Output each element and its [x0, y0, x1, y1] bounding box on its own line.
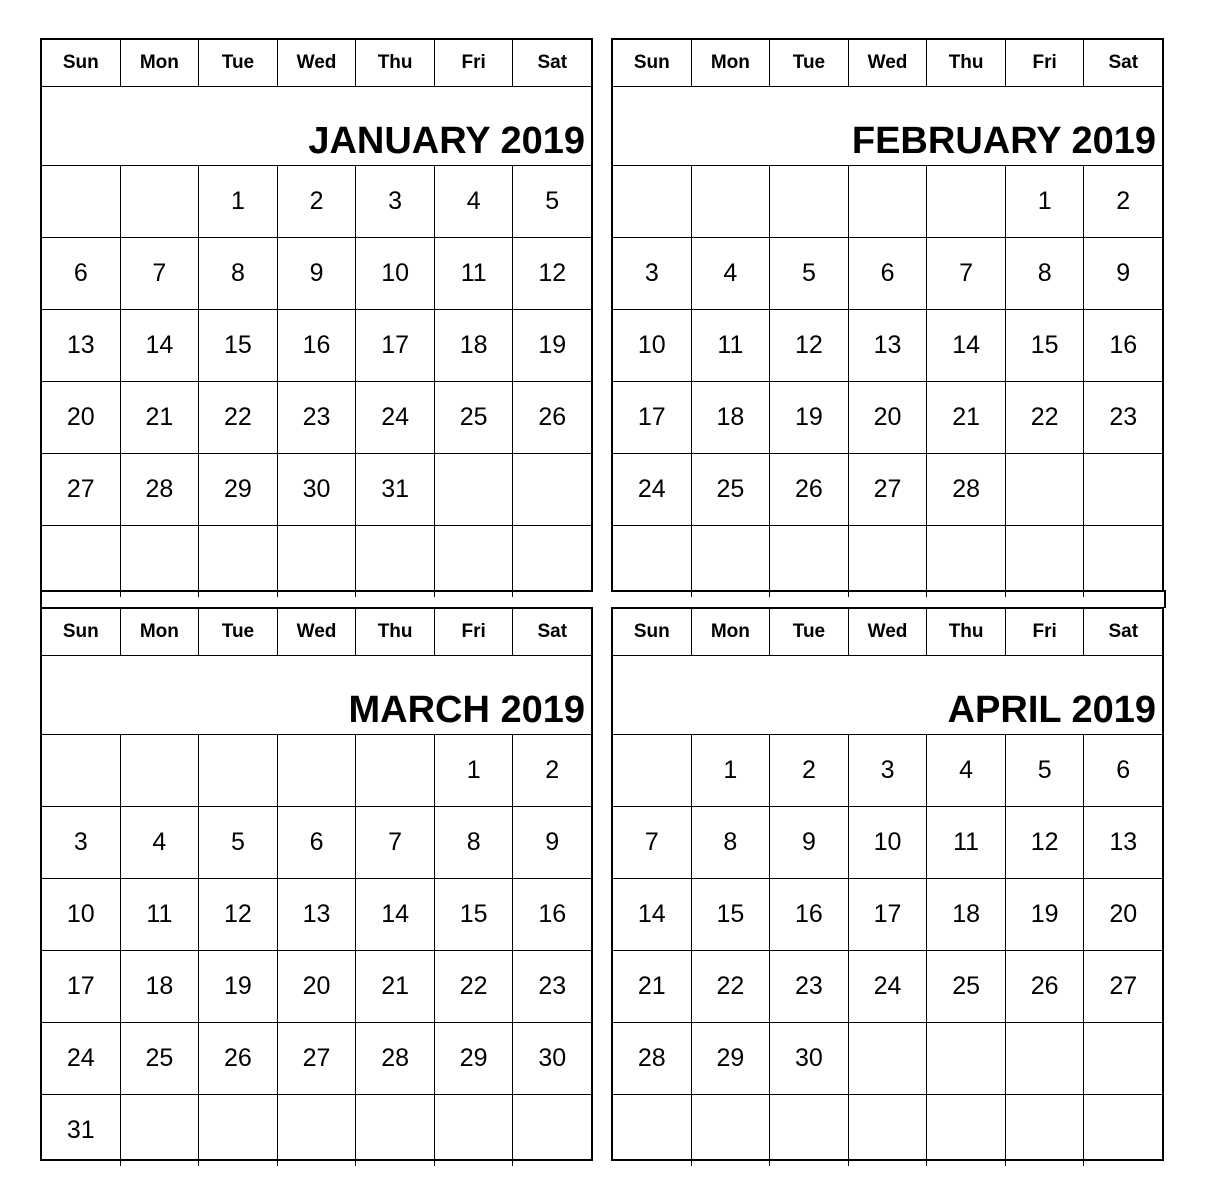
day-cell: 5 [770, 238, 849, 309]
month-march [40, 607, 593, 1161]
day-cell: 20 [849, 382, 928, 453]
day-cell: 25 [692, 454, 771, 525]
day-cell: 7 [927, 238, 1006, 309]
week-row [613, 1095, 1162, 1166]
day-cell: 15 [435, 879, 514, 950]
day-cell: 3 [42, 807, 121, 878]
weekday-fri: Fri [1006, 40, 1085, 86]
week-row [613, 382, 1162, 454]
week-row [613, 526, 1162, 597]
weekday-sun: Sun [42, 609, 121, 655]
day-cell: 14 [927, 310, 1006, 381]
day-cell: 19 [199, 951, 278, 1022]
day-cell: 1 [1006, 166, 1085, 237]
day-cell [278, 735, 357, 806]
day-cell: 27 [42, 454, 121, 525]
day-cell [1006, 526, 1085, 597]
day-cell: 7 [356, 807, 435, 878]
day-cell: 22 [435, 951, 514, 1022]
day-cell: 24 [356, 382, 435, 453]
day-cell [278, 1095, 357, 1166]
day-cell: 18 [435, 310, 514, 381]
month-title: FEBRUARY 2019 [613, 87, 1162, 166]
day-cell: 28 [613, 1023, 692, 1094]
day-cell [121, 1095, 200, 1166]
weekday-header [42, 40, 591, 87]
week-row [613, 879, 1162, 951]
day-cell: 12 [199, 879, 278, 950]
day-cell [356, 526, 435, 597]
day-cell [1006, 1095, 1085, 1166]
day-cell: 27 [278, 1023, 357, 1094]
week-row [42, 1023, 591, 1095]
day-cell [513, 454, 591, 525]
day-cell: 9 [278, 238, 357, 309]
day-cell: 6 [278, 807, 357, 878]
day-cell: 26 [538, 403, 567, 431]
day-cell [927, 1023, 1006, 1094]
weekday-tue: Tue [770, 609, 849, 655]
week-row [613, 807, 1162, 879]
day-cell [42, 735, 121, 806]
day-cell [1084, 1095, 1162, 1166]
day-cell [435, 526, 514, 597]
week-row [42, 454, 591, 526]
day-cell: 2 [770, 735, 849, 806]
day-cell [927, 1095, 1006, 1166]
day-cell [770, 166, 849, 237]
day-cell: 8 [692, 807, 771, 878]
weekday-mon: Mon [692, 40, 771, 86]
day-cell [1084, 1023, 1162, 1094]
day-cell [199, 1095, 278, 1166]
weekday-sat: Sat [1108, 621, 1139, 642]
day-grid [613, 166, 1162, 597]
day-cell: 28 [356, 1023, 435, 1094]
day-cell: 16 [1109, 331, 1138, 359]
weekday-sat: Sat [537, 621, 568, 642]
weekday-tue: Tue [199, 609, 278, 655]
week-row [613, 166, 1162, 238]
weekday-fri: Fri [435, 40, 514, 86]
day-cell [613, 735, 692, 806]
day-cell: 17 [849, 879, 928, 950]
day-cell: 30 [538, 1044, 567, 1072]
day-cell: 15 [199, 310, 278, 381]
day-cell: 23 [1109, 403, 1138, 431]
week-row [613, 454, 1162, 526]
week-row [42, 382, 591, 454]
day-cell: 16 [278, 310, 357, 381]
day-cell [121, 526, 200, 597]
day-cell: 14 [121, 310, 200, 381]
day-grid [42, 735, 591, 1166]
day-cell: 1 [199, 166, 278, 237]
week-row [42, 735, 591, 807]
weekday-sun: Sun [613, 40, 692, 86]
day-cell: 28 [927, 454, 1006, 525]
week-row [42, 879, 591, 951]
day-cell: 25 [435, 382, 514, 453]
weekday-header [42, 609, 591, 656]
weekday-header [613, 609, 1162, 656]
day-cell: 5 [1006, 735, 1085, 806]
week-row [613, 951, 1162, 1023]
weekday-wed: Wed [849, 609, 928, 655]
day-cell: 21 [121, 382, 200, 453]
day-cell: 10 [42, 879, 121, 950]
weekday-mon: Mon [692, 609, 771, 655]
day-cell [1006, 1023, 1085, 1094]
day-cell [692, 1095, 771, 1166]
day-cell: 22 [199, 382, 278, 453]
week-row [42, 807, 591, 879]
day-cell: 18 [927, 879, 1006, 950]
week-row [613, 1023, 1162, 1095]
day-cell: 4 [692, 238, 771, 309]
day-cell [692, 526, 771, 597]
day-cell: 9 [1116, 259, 1131, 287]
day-cell: 13 [42, 310, 121, 381]
weekday-thu: Thu [927, 609, 1006, 655]
day-cell: 9 [545, 828, 560, 856]
day-cell: 5 [199, 807, 278, 878]
day-cell: 4 [435, 166, 514, 237]
month-title: APRIL 2019 [613, 656, 1162, 735]
day-cell: 11 [435, 238, 514, 309]
day-cell [849, 1095, 928, 1166]
day-cell [121, 166, 200, 237]
weekday-thu: Thu [356, 609, 435, 655]
day-cell: 15 [1006, 310, 1085, 381]
weekday-mon: Mon [121, 40, 200, 86]
day-cell [42, 526, 121, 597]
day-cell: 6 [42, 238, 121, 309]
week-row [42, 310, 591, 382]
day-cell: 21 [927, 382, 1006, 453]
day-cell: 13 [849, 310, 928, 381]
day-cell: 20 [278, 951, 357, 1022]
day-cell: 6 [849, 238, 928, 309]
day-cell [356, 1095, 435, 1166]
day-cell: 12 [538, 259, 567, 287]
day-cell: 22 [692, 951, 771, 1022]
day-cell: 4 [927, 735, 1006, 806]
weekday-sun: Sun [42, 40, 121, 86]
day-cell: 16 [538, 900, 567, 928]
day-cell: 4 [121, 807, 200, 878]
day-cell: 11 [927, 807, 1006, 878]
month-april [611, 607, 1164, 1161]
day-cell [613, 166, 692, 237]
day-cell [435, 1095, 514, 1166]
day-cell: 6 [1116, 756, 1131, 784]
day-cell: 20 [42, 382, 121, 453]
day-cell: 3 [849, 735, 928, 806]
week-row [42, 166, 591, 238]
day-cell [849, 526, 928, 597]
month-title: JANUARY 2019 [42, 87, 591, 166]
day-cell: 31 [356, 454, 435, 525]
day-cell: 18 [121, 951, 200, 1022]
day-cell [849, 166, 928, 237]
weekday-sun: Sun [613, 609, 692, 655]
day-cell: 9 [770, 807, 849, 878]
week-row [613, 238, 1162, 310]
day-cell: 17 [356, 310, 435, 381]
day-cell [770, 526, 849, 597]
day-cell: 25 [121, 1023, 200, 1094]
day-cell: 29 [692, 1023, 771, 1094]
day-grid [613, 735, 1162, 1166]
weekday-sat: Sat [1108, 52, 1139, 73]
week-row [42, 526, 591, 597]
day-cell: 30 [278, 454, 357, 525]
day-cell: 19 [770, 382, 849, 453]
day-cell [849, 1023, 928, 1094]
day-cell: 23 [278, 382, 357, 453]
day-cell: 30 [770, 1023, 849, 1094]
day-cell: 28 [121, 454, 200, 525]
day-cell: 12 [770, 310, 849, 381]
day-cell: 11 [121, 879, 200, 950]
day-cell [1084, 454, 1162, 525]
day-cell [1084, 526, 1162, 597]
day-cell: 24 [613, 454, 692, 525]
day-cell [199, 735, 278, 806]
week-row [42, 1095, 591, 1166]
day-cell: 2 [278, 166, 357, 237]
week-row [42, 238, 591, 310]
month-title: MARCH 2019 [42, 656, 591, 735]
day-cell: 18 [692, 382, 771, 453]
day-cell: 8 [435, 807, 514, 878]
day-cell: 15 [692, 879, 771, 950]
day-cell [1006, 454, 1085, 525]
day-cell: 10 [356, 238, 435, 309]
day-cell: 5 [545, 187, 560, 215]
day-cell: 26 [1006, 951, 1085, 1022]
weekday-wed: Wed [849, 40, 928, 86]
day-cell [613, 1095, 692, 1166]
day-cell: 27 [1109, 972, 1138, 1000]
day-cell: 16 [770, 879, 849, 950]
day-cell: 24 [849, 951, 928, 1022]
day-cell [770, 1095, 849, 1166]
weekday-wed: Wed [278, 40, 357, 86]
day-cell: 20 [1109, 900, 1138, 928]
day-cell: 29 [199, 454, 278, 525]
weekday-tue: Tue [770, 40, 849, 86]
day-cell: 24 [42, 1023, 121, 1094]
day-cell: 14 [356, 879, 435, 950]
day-cell: 21 [356, 951, 435, 1022]
day-cell [613, 526, 692, 597]
weekday-thu: Thu [356, 40, 435, 86]
week-row [613, 735, 1162, 807]
day-cell [42, 166, 121, 237]
day-cell: 10 [849, 807, 928, 878]
week-row [613, 310, 1162, 382]
day-cell: 13 [1109, 828, 1138, 856]
day-cell: 12 [1006, 807, 1085, 878]
month-january [40, 38, 593, 592]
weekday-sat: Sat [537, 52, 568, 73]
day-cell: 8 [1006, 238, 1085, 309]
day-cell: 29 [435, 1023, 514, 1094]
weekday-fri: Fri [435, 609, 514, 655]
day-cell: 19 [538, 331, 567, 359]
day-cell: 21 [613, 951, 692, 1022]
day-cell [435, 454, 514, 525]
day-cell: 1 [692, 735, 771, 806]
day-cell [356, 735, 435, 806]
day-cell: 8 [199, 238, 278, 309]
day-cell [692, 166, 771, 237]
day-cell: 3 [356, 166, 435, 237]
day-cell: 27 [849, 454, 928, 525]
week-row [42, 951, 591, 1023]
day-cell [927, 166, 1006, 237]
weekday-mon: Mon [121, 609, 200, 655]
day-cell: 23 [770, 951, 849, 1022]
day-cell: 26 [199, 1023, 278, 1094]
day-cell: 2 [1116, 187, 1131, 215]
day-cell: 7 [121, 238, 200, 309]
day-cell: 10 [613, 310, 692, 381]
weekday-fri: Fri [1006, 609, 1085, 655]
day-cell: 23 [538, 972, 567, 1000]
weekday-thu: Thu [927, 40, 1006, 86]
day-cell [513, 526, 591, 597]
day-cell [199, 526, 278, 597]
weekday-tue: Tue [199, 40, 278, 86]
day-cell: 11 [692, 310, 771, 381]
day-cell: 17 [613, 382, 692, 453]
day-cell: 31 [42, 1095, 121, 1166]
day-cell: 7 [613, 807, 692, 878]
day-cell: 2 [545, 756, 560, 784]
day-cell: 17 [42, 951, 121, 1022]
day-cell: 25 [927, 951, 1006, 1022]
month-february [611, 38, 1164, 592]
day-cell [513, 1095, 591, 1166]
weekday-header [613, 40, 1162, 87]
day-grid [42, 166, 591, 597]
day-cell [278, 526, 357, 597]
weekday-wed: Wed [278, 609, 357, 655]
day-cell: 1 [435, 735, 514, 806]
day-cell: 26 [770, 454, 849, 525]
day-cell: 22 [1006, 382, 1085, 453]
day-cell: 14 [613, 879, 692, 950]
day-cell: 19 [1006, 879, 1085, 950]
day-cell: 3 [613, 238, 692, 309]
day-cell [927, 526, 1006, 597]
day-cell: 13 [278, 879, 357, 950]
day-cell [121, 735, 200, 806]
